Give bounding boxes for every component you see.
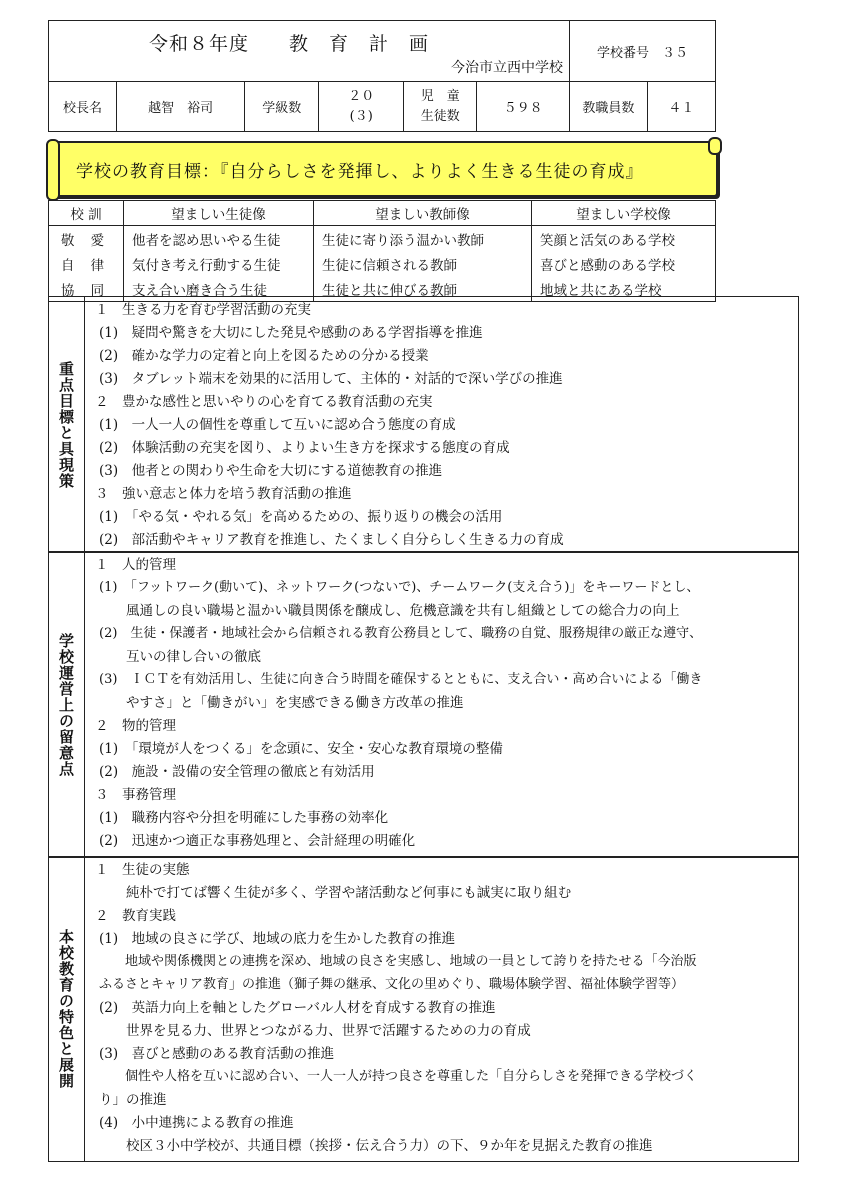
teacher-ideal-cell: 生徒と共に伸びる教師 [314,276,532,302]
list-item: １ 人的管理 [95,557,176,573]
list-item: (2) 確かな学力の定着と向上を図るための分かる授業 [99,348,429,364]
section-side [49,297,85,552]
list-item: (2) 施設・設備の安全管理の徹底と有効活用 [99,764,375,780]
list-item: (1) 「フットワーク(動いて)、ネットワーク(つないで)、チームワーク(支え合う)」をキーワードとし、 [99,580,700,595]
list-item: (2) 体験活動の充実を図り、よりよい生き方を探求する態度の育成 [99,440,510,456]
classes-value-cell [319,82,404,132]
list-item: (3) 他者との関わりや生命を大切にする道徳教育の推進 [99,463,443,479]
section-school-features [48,856,799,1162]
school-ideal-cell: 地域と共にある学校 [532,276,716,302]
list-item: (1) 疑問や驚きを大切にした発見や感動のある学習指導を推進 [99,325,483,341]
list-item: １ 生きる力を育む学習活動の充実 [95,302,311,318]
motto-cell: 協 同 [49,276,124,302]
section-label: 学校運営上の留意点 [57,632,75,777]
student-ideal-cell: 他者を認め思いやる生徒 [124,226,314,252]
list-item: ３ 事務管理 [95,787,176,803]
section-side [49,552,85,857]
principal-name: 越智 裕司 [117,82,245,132]
classes-value: ２０ [348,88,375,104]
list-item: (3) 喜びと感動のある教育活動の推進 [99,1046,335,1062]
list-item: １ 生徒の実態 [95,862,190,878]
section-label: 重点目標と具現策 [57,360,75,489]
school-ideal-cell: 喜びと感動のある学校 [532,251,716,276]
principal-label: 校長名 [49,82,117,132]
list-item: 風通しの良い職場と温かい職員関係を醸成し、危機意識を共有し組織としての総合力の向上 [99,603,680,619]
list-item: (3) ＩＣＴを有効活用し、生徒に向き合う時間を確保するとともに、支え合い・高め合いによる「働き [99,672,703,687]
list-item: 世界を見る力、世界とつながる力、世界で活躍するための力の育成 [99,1023,531,1039]
section-label: 本校教育の特色と展開 [57,929,75,1089]
teacher-ideal-cell: 生徒に寄り添う温かい教師 [314,226,532,252]
list-item: (1) 「やる気・やれる気」を高めるための、振り返りの機会の活用 [99,509,503,525]
students-label-2: 生徒数 [420,108,460,124]
list-item: (1) 「環境が人をつくる」を念頭に、安全・安心な教育環境の整備 [99,741,503,757]
section-school-management [48,551,799,858]
section-body [85,552,798,857]
students-label-cell [404,82,477,132]
school-name: 今治市立西中学校 [450,60,563,76]
list-item: 互いの律し合いの徹底 [99,649,261,665]
school-ideal-header: 望ましい学校像 [532,201,716,226]
teacher-ideal-header: 望ましい教師像 [314,201,532,226]
staff-value: ４１ [647,82,715,132]
motto-cell: 敬 愛 [49,226,124,252]
title-cell [49,21,570,82]
section-side [49,857,85,1161]
list-item: 純朴で打てば響く生徒が多く、学習や諸活動など何事にも誠実に取り組む [99,885,572,901]
education-goal-banner [50,141,718,197]
list-item: り」の推進 [99,1092,167,1108]
students-label-1: 児 童 [420,88,460,104]
list-item: (2) 部活動やキャリア教育を推進し、たくましく自分らしく生きる力の育成 [99,532,564,548]
list-item: ２ 豊かな感性と思いやりの心を育てる教育活動の充実 [95,394,433,410]
motto-table [48,200,716,302]
list-item: (1) 職務内容や分担を明確にした事務の効率化 [99,810,389,826]
list-item: ３ 強い意志と体力を培う教育活動の推進 [95,486,352,502]
student-ideal-header: 望ましい生徒像 [124,201,314,226]
student-ideal-cell: 気付き考え行動する生徒 [124,251,314,276]
table-row [49,226,716,252]
section-body [85,297,798,552]
section-priority-goals [48,296,799,553]
list-item: (2) 生徒・保護者・地域社会から信頼される教育公務員として、職務の自覚、服務規律の厳正な遵守、 [99,626,703,641]
banner-curl-right [708,137,722,155]
list-item: 地域や関係機関との連携を深め、地域の良さを実感し、地域の一員として誇りを持たせる「今治版 [99,954,697,969]
header-table [48,20,716,132]
school-number: 学校番号 ３５ [569,21,715,82]
list-item: (2) 英語力向上を軸としたグローバル人材を育成する教育の推進 [99,1000,496,1016]
classes-sub: (３) [349,108,373,124]
section-body [85,857,798,1161]
list-item: (1) 一人一人の個性を尊重して互いに認め合う態度の育成 [99,417,456,433]
table-row [49,251,716,276]
list-item: ふるさとキャリア教育」の推進（獅子舞の継承、文化の里めぐり、職場体験学習、福祉体験学習等） [99,977,685,992]
school-ideal-cell: 笑顔と活気のある学校 [532,226,716,252]
list-item: 校区３小中学校が、共通目標（挨拶・伝え合う力）の下、９か年を見据えた教育の推進 [99,1138,653,1154]
list-item: 個性や人格を互いに認め合い、一人一人が持つ良さを尊重した「自分らしさを発揮できる学校づく [99,1069,698,1084]
list-item: (4) 小中連携による教育の推進 [99,1115,294,1131]
list-item: (2) 迅速かつ適正な事務処理と、会計経理の明確化 [99,833,416,849]
list-item: (3) タブレット端末を効果的に活用して、主体的・対話的で深い学びの推進 [99,371,563,387]
staff-label: 教職員数 [569,82,647,132]
student-ideal-cell: 支え合い磨き合う生徒 [124,276,314,302]
page-title: 令和８年度 教 育 計 画 [149,33,430,55]
classes-label: 学級数 [245,82,319,132]
motto-cell: 自 律 [49,251,124,276]
students-value: ５９８ [477,82,570,132]
education-goal-text: 学校の教育目標：『自分らしさを発揮し、よりよく生きる生徒の育成』 [76,162,644,182]
motto-header: 校 訓 [49,201,124,226]
banner-curl-left [46,139,60,201]
list-item: やすさ」と「働きがい」を実感できる働き方改革の推進 [99,695,464,711]
list-item: ２ 物的管理 [95,718,176,734]
list-item: ２ 教育実践 [95,908,176,924]
list-item: (1) 地域の良さに学び、地域の底力を生かした教育の推進 [99,931,456,947]
teacher-ideal-cell: 生徒に信頼される教師 [314,251,532,276]
